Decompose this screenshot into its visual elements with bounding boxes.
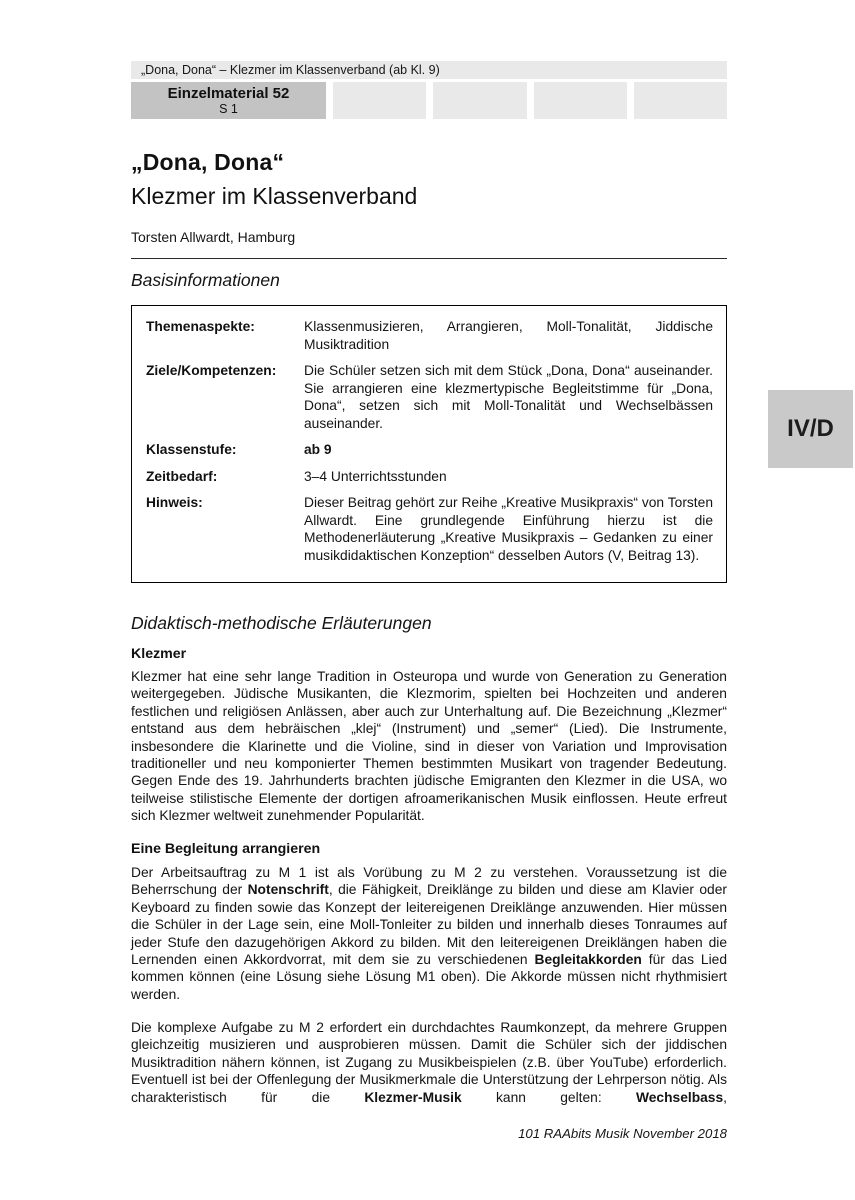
paragraph-segment: für das Lied kommen können (eine Lösung siehe Lösung M1 oben). Die Akkorde müssen nicht rhythmisiert werden.	[131, 952, 727, 1002]
info-row-label: Ziele/Kompetenzen:	[146, 363, 277, 378]
material-label: Einzelmaterial 52	[167, 84, 290, 102]
material-tab-row	[131, 82, 727, 119]
info-row-label: Zeitbedarf:	[146, 468, 218, 484]
klezmer-subheading: Klezmer	[131, 646, 187, 662]
horizontal-rule	[131, 258, 727, 259]
chapter-side-tab	[768, 390, 853, 468]
paragraph-segment-bold: Notenschrift	[247, 882, 329, 898]
chapter-side-tab-label: IV/D	[787, 415, 834, 442]
material-tab-placeholder	[634, 82, 727, 119]
page-title: „Dona, Dona“	[131, 149, 285, 175]
basisinfo-heading: Basisinformationen	[131, 270, 280, 290]
material-tab-active	[131, 82, 326, 119]
paragraph-segment: ,	[723, 1089, 728, 1105]
info-row-label: Themenaspekte:	[146, 319, 255, 334]
page-footer: 101 RAAbits Musik November 2018	[518, 1126, 727, 1141]
material-tab-placeholder	[333, 82, 426, 119]
paragraph-segment: Der Arbeitsauftrag zu M 1 ist als Vorübung zu M 2 zu verstehen. Voraussetzung ist die Beherrschung der	[131, 865, 727, 898]
info-row-label: Klassenstufe:	[146, 442, 237, 457]
paragraph-segment: Die komplexe Aufgabe zu M 2 erfordert ein durchdachtes Raumkonzept, da mehrere Gruppen gleichzeitig musizieren und ausprobieren müssen. Damit die Schüler sich der jiddischen Musiktradition nähern können, ist Zugang zu Musikbeispielen (z.B. über YouTube) erforderlich. Eventuell ist bei der Offenlegung der Musikmerkmale die Unterstützung der Lehrperson nötig. Als charakteristisch für die	[131, 1020, 727, 1105]
info-row-value: 3–4 Unterrichtsstunden	[304, 468, 447, 484]
running-header-strip	[131, 61, 727, 79]
material-page-number: S 1	[219, 101, 238, 116]
basisinfo-table	[131, 305, 727, 583]
info-row-value: Die Schüler setzen sich mit dem Stück „Dona, Dona“ auseinander. Sie arrangieren eine klezmertypische Begleitstimme für „Dona, Dona“, setzen sich mit Moll-Tonalität und Wechselbässen auseinander.	[304, 363, 713, 431]
didaktik-heading: Didaktisch-methodische Erläuterungen	[131, 613, 432, 633]
paragraph-segment: , die Fähigkeit, Dreiklänge zu bilden und diese am Klavier oder Keyboard zu finden sowie das Konzept der leitereigenen Dreiklänge anzuwenden. Hier müssen die Schüler in der Lage sein, eine Moll-Tonleiter zu bilden und innerhalb dieses Tonraumes auf jeder Stufe den dazugehörigen Akkord zu bilden. Mit den leitereigenen Dreiklängen haben die Lernenden einen Akkordvorrat, mit dem sie zu verschiedenen	[131, 882, 727, 968]
paragraph-segment-bold: Klezmer-Musik	[364, 1089, 462, 1105]
paragraph-segment-bold: Wechselbass	[635, 1089, 724, 1105]
running-header-text: „Dona, Dona“ – Klezmer im Klassenverband (ab Kl. 9)	[141, 63, 440, 77]
begleitung-paragraph-1	[131, 864, 727, 1003]
info-row-value: Klassenmusizieren, Arrangieren, Moll-Tonalität, Jiddische Musiktradition	[304, 319, 713, 352]
info-row-value: Dieser Beitrag gehört zur Reihe „Kreative Musikpraxis“ von Torsten Allwardt. Eine grundlegende Einführung hierzu ist die Methodenerläuterung „Kreative Musikpraxis – Gedanken zu einer musikdidaktischen Konzeption“ desselben Autors (V, Beitrag 13).	[304, 495, 713, 563]
begleitung-paragraph-2	[131, 1019, 727, 1106]
klezmer-paragraph: Klezmer hat eine sehr lange Tradition in Osteuropa und wurde von Generation zu Generation weitergegeben. Jüdische Musikanten, die Klezmorim, spielten bei Hochzeiten und anderen festlichen und religiösen Anlässen, aber auch zur Unterhaltung auf. Die Bezeichnung „Klezmer“ entstand aus dem hebräischen „klej“ (Instrument) und „semer“ (Lied). Die Instrumente, insbesondere die Klarinette und die Violine, sind in dieser von Variation und Improvisation traditioneller und neu komponierter Themen bestimmten Musikart von tragender Bedeutung. Gegen Ende des 19. Jahrhunderts brachten jüdische Emigranten den Klezmer in die USA, wo teilweise stilistische Elemente der dortigen afroamerikanischen Musik einflossen. Heute erfreut sich Klezmer weltweit zunehmender Popularität.	[131, 669, 727, 824]
material-tab-placeholder	[534, 82, 627, 119]
begleitung-subheading: Eine Begleitung arrangieren	[131, 841, 321, 857]
info-row-label: Hinweis:	[146, 495, 203, 510]
page-subtitle: Klezmer im Klassenverband	[131, 183, 418, 209]
title-block	[131, 149, 727, 245]
author-line: Torsten Allwardt, Hamburg	[131, 229, 296, 245]
paragraph-segment-bold: Begleitakkorden	[534, 952, 642, 968]
material-tab-placeholder	[433, 82, 526, 119]
info-row-value: ab 9	[304, 442, 332, 457]
paragraph-segment: kann gelten:	[461, 1089, 636, 1105]
